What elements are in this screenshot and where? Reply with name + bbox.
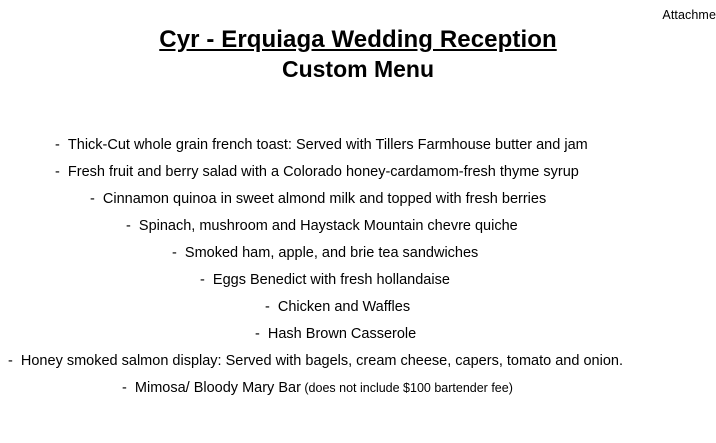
menu-list-item [0, 273, 716, 300]
menu-item-text: Smoked ham, apple, and brie tea sandwiches [176, 245, 479, 261]
menu-item-text: Mimosa/ Bloody Mary Bar [126, 380, 301, 396]
list-bullet: - [90, 191, 95, 207]
menu-list-item [0, 354, 716, 381]
menu-list-item [0, 327, 716, 354]
menu-item-text: Hash Brown Casserole [259, 326, 417, 342]
list-bullet: - [55, 137, 60, 153]
list-bullet: - [122, 380, 127, 396]
menu-item-note: (does not include $100 bartender fee) [300, 381, 513, 395]
list-bullet: - [255, 326, 260, 342]
page-subtitle: Custom Menu [281, 55, 435, 82]
title-block [0, 26, 716, 83]
list-bullet: - [126, 218, 131, 234]
menu-item-text: Honey smoked salmon display: Served with bagels, cream cheese, capers, tomato and onion. [12, 353, 623, 369]
menu-item-text: Chicken and Waffles [269, 299, 411, 315]
menu-item-text: Spinach, mushroom and Haystack Mountain chevre quiche [130, 218, 518, 234]
menu-list-item [0, 138, 716, 165]
menu-list-item [0, 300, 716, 327]
list-bullet: - [172, 245, 177, 261]
list-bullet: - [55, 164, 60, 180]
attachment-note: Attachme [662, 8, 716, 22]
menu-item-text: Cinnamon quinoa in sweet almond milk and topped with fresh berries [94, 191, 547, 207]
list-bullet: - [8, 353, 13, 369]
menu-item-text: Fresh fruit and berry salad with a Colorado honey-cardamom-fresh thyme syrup [59, 164, 579, 180]
menu-list-item [0, 246, 716, 273]
menu-item-text: Eggs Benedict with fresh hollandaise [204, 272, 450, 288]
menu-list-item [0, 219, 716, 246]
menu-list-item [0, 381, 716, 408]
list-bullet: - [265, 299, 270, 315]
menu-item-list [0, 138, 716, 408]
list-bullet: - [200, 272, 205, 288]
page-title: Cyr - Erquiaga Wedding Reception [159, 26, 557, 53]
menu-item-text: Thick-Cut whole grain french toast: Served with Tillers Farmhouse butter and jam [59, 137, 588, 153]
menu-list-item [0, 192, 716, 219]
menu-list-item [0, 165, 716, 192]
